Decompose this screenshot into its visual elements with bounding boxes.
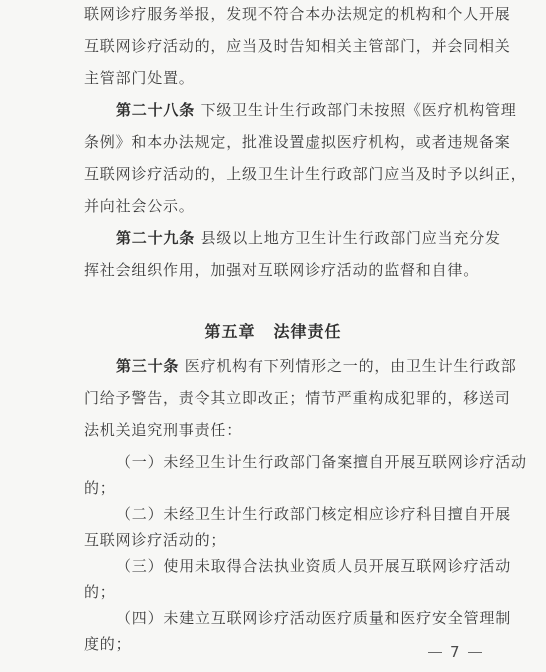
article-heading: 第三十条 [116, 357, 180, 375]
text-line [84, 4, 511, 24]
article-29-paragraph [116, 228, 501, 248]
line-text: 下级卫生计生行政部门未按照《医疗机构管理 [200, 101, 517, 119]
line-text: 度的； [84, 635, 132, 653]
article-30-paragraph [116, 356, 517, 376]
list-item-1 [116, 452, 527, 472]
line-text: 医疗机构有下列情形之一的，由卫生计生行政部 [184, 357, 517, 375]
text-line [84, 582, 116, 602]
chapter-number: 第五章 [204, 322, 256, 341]
text-line [84, 530, 226, 550]
line-text: 县级以上地方卫生计生行政部门应当充分发 [200, 229, 501, 247]
chapter-title: 法律责任 [273, 322, 342, 341]
line-text: 法机关追究刑事责任： [84, 421, 243, 439]
line-text: （四）未建立互联网诊疗活动医疗质量和医疗安全管理制 [116, 609, 512, 627]
list-item-2 [116, 504, 511, 524]
list-item-4 [116, 608, 511, 628]
article-heading: 第二十八条 [116, 101, 196, 119]
article-28-paragraph [116, 100, 517, 120]
line-text: （一）未经卫生计生行政部门备案擅自开展互联网诊疗活动 [116, 453, 527, 471]
list-item-3 [116, 556, 511, 576]
line-text: 主管部门处置。 [84, 69, 195, 87]
text-line [84, 132, 511, 152]
text-line [84, 196, 195, 216]
text-line [84, 634, 131, 654]
line-text: 互联网诊疗活动的； [84, 531, 227, 549]
line-text: （二）未经卫生计生行政部门核定相应诊疗科目擅自开展 [116, 505, 512, 523]
text-line [84, 388, 511, 408]
line-text: 互联网诊疗活动的，应当及时告知相关主管部门，并会同相关 [84, 37, 511, 55]
article-heading: 第二十九条 [116, 229, 196, 247]
line-text: 互联网诊疗活动的，上级卫生计生行政部门应当及时予以纠正， [84, 165, 527, 183]
page-number-dash-left [428, 652, 442, 653]
line-text: 并向社会公示。 [84, 197, 195, 215]
page-number [420, 643, 490, 661]
page-number-dash-right [468, 652, 482, 653]
line-text: 的； [84, 583, 116, 601]
text-line [84, 260, 479, 280]
line-text: 条例》和本办法规定，批准设置虚拟医疗机构，或者违规备案 [84, 133, 511, 151]
page-number-value: 7 [450, 643, 460, 661]
text-line [84, 36, 511, 56]
text-line [84, 420, 242, 440]
text-line [84, 68, 195, 88]
line-text: 联网诊疗服务举报，发现不符合本办法规定的机构和个人开展 [84, 5, 511, 23]
line-text: 挥社会组织作用，加强对互联网诊疗活动的监督和自律。 [84, 261, 480, 279]
line-text: 门给予警告，责令其立即改正；情节严重构成犯罪的，移送司 [84, 389, 511, 407]
text-line [84, 164, 526, 184]
line-text: 的； [84, 479, 116, 497]
line-text: （三）使用未取得合法执业资质人员开展互联网诊疗活动 [116, 557, 512, 575]
text-line [84, 478, 116, 498]
chapter-heading [0, 322, 546, 342]
